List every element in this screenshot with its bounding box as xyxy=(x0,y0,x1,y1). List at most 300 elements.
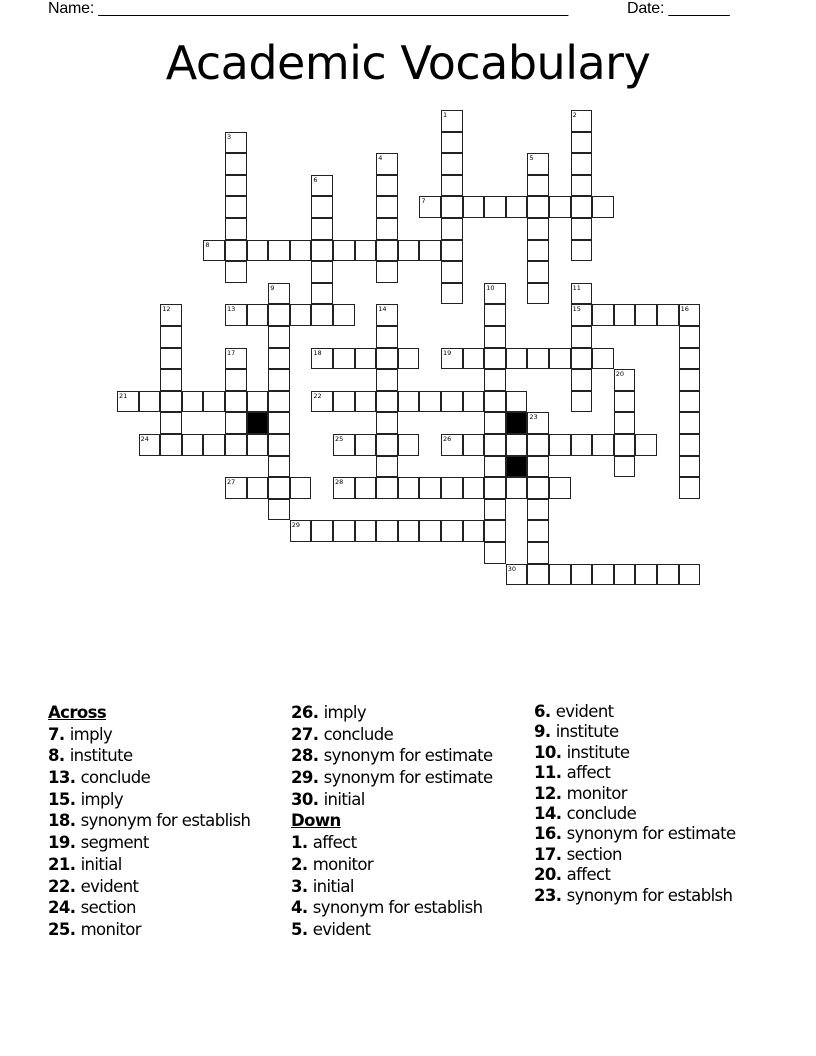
clue-column-3 xyxy=(534,702,736,906)
grid-cell[interactable] xyxy=(441,240,463,262)
grid-cell[interactable] xyxy=(268,412,290,434)
cell-number: 29 xyxy=(291,521,301,530)
grid-cell[interactable] xyxy=(614,456,636,478)
grid-cell[interactable] xyxy=(484,434,506,456)
clue-down-2 xyxy=(291,854,493,876)
grid-cell[interactable] xyxy=(376,304,398,326)
grid-cell[interactable] xyxy=(311,283,333,305)
grid-cell[interactable] xyxy=(441,283,463,305)
grid-cell[interactable] xyxy=(527,283,549,305)
grid-cell[interactable] xyxy=(484,391,506,413)
clue-number: 24 xyxy=(48,898,70,918)
clue-text: section xyxy=(80,898,136,918)
clue-across-13 xyxy=(48,767,250,789)
grid-cell[interactable] xyxy=(225,153,247,175)
clue-text: affect xyxy=(312,833,357,853)
grid-cell[interactable] xyxy=(376,520,398,542)
grid-cell[interactable] xyxy=(290,520,312,542)
clue-text: evident xyxy=(80,876,139,896)
grid-cell[interactable] xyxy=(160,326,182,348)
date-field[interactable] xyxy=(627,0,729,18)
grid-cell[interactable] xyxy=(506,348,528,370)
clue-number: 4 xyxy=(291,898,302,918)
clue-number: 6 xyxy=(534,702,545,721)
grid-cell[interactable] xyxy=(592,564,614,586)
grid-cell[interactable] xyxy=(355,434,377,456)
cell-number: 16 xyxy=(680,305,689,314)
grid-cell[interactable] xyxy=(679,391,701,413)
grid-cell[interactable] xyxy=(571,283,593,305)
grid-cell[interactable] xyxy=(333,304,355,326)
grid-cell[interactable] xyxy=(333,477,355,499)
grid-cell[interactable] xyxy=(398,348,420,370)
grid-cell[interactable] xyxy=(225,391,247,413)
cell-number: 12 xyxy=(162,305,171,314)
grid-cell[interactable] xyxy=(139,434,161,456)
grid-cell[interactable] xyxy=(376,412,398,434)
grid-cell[interactable] xyxy=(679,348,701,370)
grid-cell[interactable] xyxy=(225,477,247,499)
grid-cell[interactable] xyxy=(527,477,549,499)
grid-cell[interactable] xyxy=(398,391,420,413)
grid-block xyxy=(247,412,269,434)
grid-cell[interactable] xyxy=(311,218,333,240)
grid-cell[interactable] xyxy=(571,175,593,197)
grid-cell[interactable] xyxy=(398,477,420,499)
grid-cell[interactable] xyxy=(679,369,701,391)
grid-cell[interactable] xyxy=(376,477,398,499)
grid-cell[interactable] xyxy=(527,240,549,262)
grid-cell[interactable] xyxy=(376,240,398,262)
grid-cell[interactable] xyxy=(635,434,657,456)
grid-cell[interactable] xyxy=(571,326,593,348)
grid-cell[interactable] xyxy=(225,412,247,434)
clue-text: affect xyxy=(566,763,611,783)
grid-cell[interactable] xyxy=(268,369,290,391)
clue-number: 8 xyxy=(48,746,59,766)
grid-cell[interactable] xyxy=(571,196,593,218)
clue-dot: . xyxy=(555,763,567,783)
grid-cell[interactable] xyxy=(225,196,247,218)
grid-cell[interactable] xyxy=(441,391,463,413)
clue-text: monitor xyxy=(566,783,627,803)
grid-cell[interactable] xyxy=(484,542,506,564)
clue-text: conclude xyxy=(323,724,394,744)
grid-cell[interactable] xyxy=(355,520,377,542)
grid-cell[interactable] xyxy=(527,348,549,370)
grid-cell[interactable] xyxy=(311,391,333,413)
clue-dot: . xyxy=(312,724,324,744)
clue-down-6 xyxy=(534,702,736,722)
clue-across-7 xyxy=(48,724,250,746)
clue-text: monitor xyxy=(80,919,141,939)
grid-cell[interactable] xyxy=(311,261,333,283)
grid-cell[interactable] xyxy=(160,304,182,326)
grid-cell[interactable] xyxy=(614,434,636,456)
grid-cell[interactable] xyxy=(268,456,290,478)
grid-cell[interactable] xyxy=(268,304,290,326)
grid-cell[interactable] xyxy=(441,520,463,542)
clue-down-12 xyxy=(534,784,736,804)
grid-cell[interactable] xyxy=(614,369,636,391)
grid-cell[interactable] xyxy=(506,434,528,456)
grid-cell[interactable] xyxy=(592,196,614,218)
grid-cell[interactable] xyxy=(506,564,528,586)
grid-cell[interactable] xyxy=(614,412,636,434)
grid-cell[interactable] xyxy=(355,348,377,370)
grid-cell[interactable] xyxy=(225,304,247,326)
clue-dot: . xyxy=(555,844,567,864)
grid-cell[interactable] xyxy=(484,348,506,370)
grid-cell[interactable] xyxy=(441,132,463,154)
grid-cell[interactable] xyxy=(571,348,593,370)
grid-cell[interactable] xyxy=(549,477,571,499)
grid-cell[interactable] xyxy=(484,196,506,218)
grid-cell[interactable] xyxy=(311,175,333,197)
clue-dot: . xyxy=(301,833,313,853)
grid-cell[interactable] xyxy=(484,369,506,391)
grid-cell[interactable] xyxy=(311,196,333,218)
grid-cell[interactable] xyxy=(571,304,593,326)
clue-dot: . xyxy=(58,746,70,766)
grid-cell[interactable] xyxy=(398,240,420,262)
grid-cell[interactable] xyxy=(376,391,398,413)
grid-block xyxy=(506,456,528,478)
grid-cell[interactable] xyxy=(592,304,614,326)
grid-cell[interactable] xyxy=(419,391,441,413)
grid-cell[interactable] xyxy=(571,132,593,154)
grid-cell[interactable] xyxy=(376,456,398,478)
name-field[interactable] xyxy=(48,0,568,18)
grid-cell[interactable] xyxy=(527,412,549,434)
grid-cell[interactable] xyxy=(290,304,312,326)
grid-cell[interactable] xyxy=(679,477,701,499)
clue-dot: . xyxy=(555,885,567,905)
clue-dot: . xyxy=(544,702,556,721)
cell-number: 30 xyxy=(507,564,517,573)
clue-down-11 xyxy=(534,763,736,783)
clue-number: 18 xyxy=(48,811,70,831)
cell-number: 13 xyxy=(227,305,236,314)
grid-cell[interactable] xyxy=(419,520,441,542)
grid-cell[interactable] xyxy=(160,391,182,413)
clue-dot: . xyxy=(58,724,70,744)
grid-cell[interactable] xyxy=(441,434,463,456)
grid-cell[interactable] xyxy=(247,304,269,326)
clue-dot: . xyxy=(69,919,81,939)
clue-text: evident xyxy=(555,702,614,721)
grid-cell[interactable] xyxy=(160,369,182,391)
grid-cell[interactable] xyxy=(635,304,657,326)
grid-cell[interactable] xyxy=(527,261,549,283)
grid-cell[interactable] xyxy=(376,434,398,456)
grid-cell[interactable] xyxy=(484,304,506,326)
grid-cell[interactable] xyxy=(484,499,506,521)
grid-cell[interactable] xyxy=(355,391,377,413)
grid-cell[interactable] xyxy=(311,348,333,370)
clue-text: affect xyxy=(566,865,611,885)
grid-cell[interactable] xyxy=(268,326,290,348)
name-label: Name: xyxy=(48,0,95,17)
clue-text: initial xyxy=(312,876,354,896)
clue-across-28 xyxy=(291,745,493,767)
grid-cell[interactable] xyxy=(333,434,355,456)
grid-cell[interactable] xyxy=(506,477,528,499)
grid-cell[interactable] xyxy=(527,456,549,478)
clue-across-30 xyxy=(291,789,493,811)
grid-cell[interactable] xyxy=(441,153,463,175)
grid-cell[interactable] xyxy=(290,240,312,262)
cell-number: 22 xyxy=(313,391,322,400)
clue-text: institute xyxy=(566,742,630,762)
grid-cell[interactable] xyxy=(571,153,593,175)
grid-cell[interactable] xyxy=(333,391,355,413)
grid-cell[interactable] xyxy=(311,520,333,542)
grid-cell[interactable] xyxy=(376,326,398,348)
grid-cell[interactable] xyxy=(592,434,614,456)
page-title: Academic Vocabulary xyxy=(165,36,651,90)
grid-cell[interactable] xyxy=(549,434,571,456)
grid-cell[interactable] xyxy=(160,348,182,370)
clue-across-21 xyxy=(48,854,250,876)
grid-cell[interactable] xyxy=(571,434,593,456)
grid-cell[interactable] xyxy=(506,391,528,413)
grid-cell[interactable] xyxy=(225,132,247,154)
grid-cell[interactable] xyxy=(225,218,247,240)
clue-text: synonym for estimate xyxy=(323,768,493,788)
grid-cell[interactable] xyxy=(225,369,247,391)
clue-text: synonym for establish xyxy=(312,898,483,918)
cell-number: 5 xyxy=(529,154,534,163)
grid-cell[interactable] xyxy=(527,499,549,521)
grid-cell[interactable] xyxy=(657,304,679,326)
grid-cell[interactable] xyxy=(225,240,247,262)
grid-cell[interactable] xyxy=(571,564,593,586)
grid-cell[interactable] xyxy=(463,348,485,370)
clue-text: imply xyxy=(80,789,124,809)
grid-cell[interactable] xyxy=(268,283,290,305)
grid-cell[interactable] xyxy=(463,520,485,542)
grid-cell[interactable] xyxy=(203,434,225,456)
clue-dot: . xyxy=(312,703,324,722)
grid-cell[interactable] xyxy=(527,542,549,564)
grid-cell[interactable] xyxy=(333,520,355,542)
grid-cell[interactable] xyxy=(679,456,701,478)
grid-cell[interactable] xyxy=(247,477,269,499)
grid-cell[interactable] xyxy=(376,153,398,175)
grid-cell[interactable] xyxy=(268,348,290,370)
clue-dot: . xyxy=(555,824,567,844)
grid-cell[interactable] xyxy=(441,175,463,197)
grid-cell[interactable] xyxy=(527,218,549,240)
grid-cell[interactable] xyxy=(571,391,593,413)
grid-cell[interactable] xyxy=(679,434,701,456)
grid-cell[interactable] xyxy=(225,434,247,456)
cell-number: 23 xyxy=(529,413,538,422)
grid-cell[interactable] xyxy=(679,412,701,434)
clue-text: monitor xyxy=(312,854,374,874)
grid-cell[interactable] xyxy=(679,304,701,326)
grid-cell[interactable] xyxy=(571,240,593,262)
grid-cell[interactable] xyxy=(225,261,247,283)
grid-cell[interactable] xyxy=(614,304,636,326)
clue-down-20 xyxy=(534,865,736,885)
grid-cell[interactable] xyxy=(376,348,398,370)
grid-cell[interactable] xyxy=(333,348,355,370)
clue-number: 29 xyxy=(291,768,313,788)
grid-cell[interactable] xyxy=(463,391,485,413)
grid-cell[interactable] xyxy=(549,196,571,218)
grid-cell[interactable] xyxy=(657,564,679,586)
grid-cell[interactable] xyxy=(527,434,549,456)
grid-cell[interactable] xyxy=(527,520,549,542)
clue-dot: . xyxy=(555,865,567,885)
grid-cell[interactable] xyxy=(398,434,420,456)
grid-cell[interactable] xyxy=(225,175,247,197)
cell-number: 9 xyxy=(270,283,275,292)
clue-dot: . xyxy=(69,768,81,788)
grid-cell[interactable] xyxy=(268,391,290,413)
clue-number: 7 xyxy=(48,724,59,744)
grid-cell[interactable] xyxy=(484,477,506,499)
grid-cell[interactable] xyxy=(441,348,463,370)
grid-cell[interactable] xyxy=(376,261,398,283)
clue-text: synonym for establsh xyxy=(566,885,733,905)
grid-cell[interactable] xyxy=(441,196,463,218)
grid-cell[interactable] xyxy=(441,261,463,283)
clue-dot: . xyxy=(312,746,324,766)
clue-text: evident xyxy=(312,919,371,939)
clue-number: 2 xyxy=(291,854,302,874)
grid-cell[interactable] xyxy=(571,110,593,132)
clue-across-26 xyxy=(291,702,493,724)
cell-number: 7 xyxy=(421,197,426,206)
grid-cell[interactable] xyxy=(247,240,269,262)
grid-cell[interactable] xyxy=(160,412,182,434)
cell-number: 3 xyxy=(227,132,232,141)
cell-number: 28 xyxy=(335,478,344,487)
clue-number: 12 xyxy=(534,783,556,803)
clue-number: 10 xyxy=(534,742,556,762)
cell-number: 14 xyxy=(378,305,387,314)
cell-number: 11 xyxy=(572,283,581,292)
date-blank[interactable]: _______ xyxy=(668,0,730,17)
clue-dot: . xyxy=(555,803,567,823)
grid-cell[interactable] xyxy=(355,240,377,262)
grid-cell[interactable] xyxy=(484,456,506,478)
grid-cell[interactable] xyxy=(376,196,398,218)
clue-number: 25 xyxy=(48,919,70,939)
grid-cell[interactable] xyxy=(117,391,139,413)
clue-number: 27 xyxy=(291,724,313,744)
grid-cell[interactable] xyxy=(355,477,377,499)
clue-dot: . xyxy=(312,789,324,809)
clue-across-24 xyxy=(48,897,250,919)
grid-cell[interactable] xyxy=(225,348,247,370)
grid-cell[interactable] xyxy=(376,218,398,240)
grid-cell[interactable] xyxy=(484,412,506,434)
grid-cell[interactable] xyxy=(679,326,701,348)
grid-cell[interactable] xyxy=(441,477,463,499)
clue-number: 15 xyxy=(48,789,70,809)
grid-cell[interactable] xyxy=(484,520,506,542)
grid-cell[interactable] xyxy=(463,434,485,456)
grid-cell[interactable] xyxy=(182,391,204,413)
grid-cell[interactable] xyxy=(203,391,225,413)
cell-number: 17 xyxy=(227,348,236,357)
grid-cell[interactable] xyxy=(635,564,657,586)
grid-cell[interactable] xyxy=(614,391,636,413)
grid-cell[interactable] xyxy=(484,326,506,348)
grid-cell[interactable] xyxy=(419,196,441,218)
grid-cell[interactable] xyxy=(376,175,398,197)
clue-down-17 xyxy=(534,845,736,865)
cell-number: 24 xyxy=(140,435,149,443)
grid-cell[interactable] xyxy=(549,348,571,370)
grid-cell[interactable] xyxy=(311,304,333,326)
grid-cell[interactable] xyxy=(160,434,182,456)
cell-number: 1 xyxy=(443,111,448,119)
grid-cell[interactable] xyxy=(203,240,225,262)
grid-cell[interactable] xyxy=(592,348,614,370)
grid-cell[interactable] xyxy=(527,175,549,197)
grid-cell[interactable] xyxy=(463,196,485,218)
grid-cell[interactable] xyxy=(139,391,161,413)
clue-across-15 xyxy=(48,789,250,811)
grid-cell[interactable] xyxy=(571,369,593,391)
grid-cell[interactable] xyxy=(268,499,290,521)
grid-cell[interactable] xyxy=(527,196,549,218)
grid-cell[interactable] xyxy=(463,477,485,499)
grid-cell[interactable] xyxy=(268,240,290,262)
clue-text: institute xyxy=(69,746,133,766)
grid-cell[interactable] xyxy=(441,218,463,240)
grid-cell[interactable] xyxy=(268,434,290,456)
grid-cell[interactable] xyxy=(527,153,549,175)
clue-dot: . xyxy=(301,876,313,896)
clue-dot: . xyxy=(69,876,81,896)
grid-cell[interactable] xyxy=(247,391,269,413)
grid-cell[interactable] xyxy=(679,564,701,586)
cell-number: 25 xyxy=(335,435,344,443)
grid-cell[interactable] xyxy=(268,477,290,499)
grid-cell[interactable] xyxy=(182,434,204,456)
grid-cell[interactable] xyxy=(290,477,312,499)
clue-text: section xyxy=(566,844,622,864)
clue-number: 19 xyxy=(48,833,70,853)
grid-cell[interactable] xyxy=(398,520,420,542)
grid-cell[interactable] xyxy=(441,110,463,132)
grid-cell[interactable] xyxy=(419,240,441,262)
grid-cell[interactable] xyxy=(311,240,333,262)
cell-number: 27 xyxy=(227,478,236,487)
grid-cell[interactable] xyxy=(333,240,355,262)
grid-cell[interactable] xyxy=(376,369,398,391)
grid-cell[interactable] xyxy=(614,564,636,586)
grid-cell[interactable] xyxy=(527,564,549,586)
grid-cell[interactable] xyxy=(571,218,593,240)
grid-block xyxy=(506,412,528,434)
clue-number: 16 xyxy=(534,824,556,844)
clue-number: 23 xyxy=(534,885,556,905)
grid-cell[interactable] xyxy=(506,196,528,218)
grid-cell[interactable] xyxy=(549,564,571,586)
name-blank[interactable]: ______________________________________________________ xyxy=(98,0,569,17)
clue-across-22 xyxy=(48,876,250,898)
grid-cell[interactable] xyxy=(419,477,441,499)
grid-cell[interactable] xyxy=(247,434,269,456)
grid-cell[interactable] xyxy=(484,283,506,305)
